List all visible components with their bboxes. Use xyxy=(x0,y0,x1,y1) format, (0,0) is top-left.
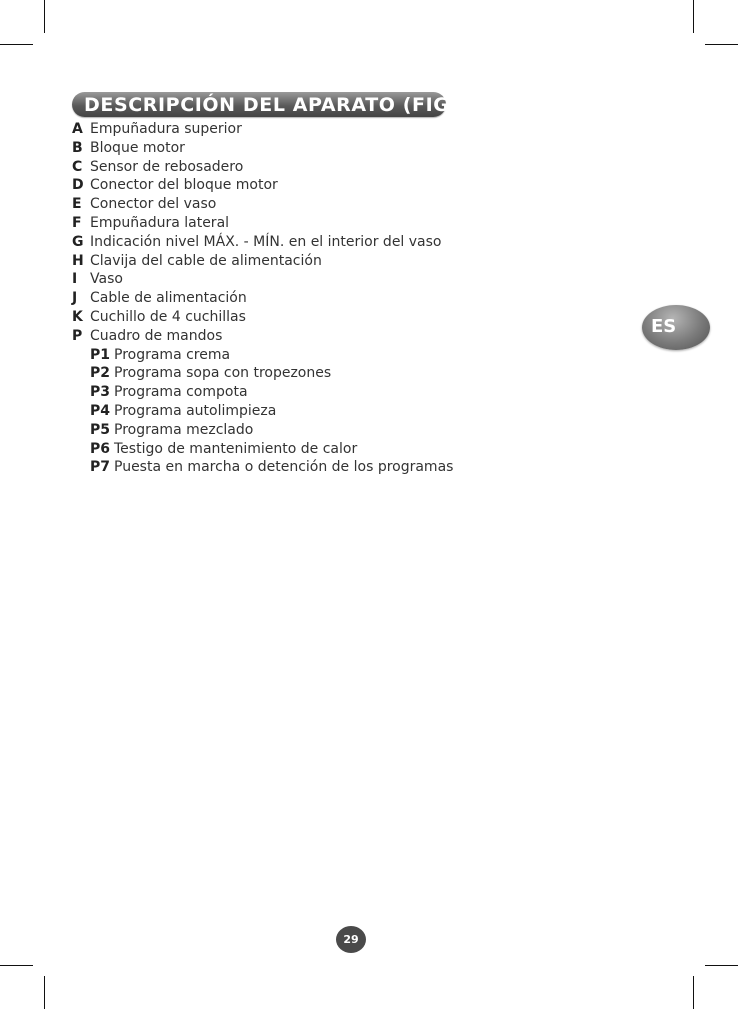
crop-mark xyxy=(0,44,33,45)
item-label: Cuchillo de 4 cuchillas xyxy=(90,308,246,325)
program-code: P3 xyxy=(90,384,111,401)
program-code: P2 xyxy=(90,365,111,382)
program-code: P5 xyxy=(90,421,111,438)
program-code: P7 xyxy=(90,459,111,476)
item-label: Sensor de rebosadero xyxy=(90,158,244,175)
section-title: DESCRIPCIÓN DEL APARATO (FIG 1) xyxy=(84,94,480,116)
item-letter: P xyxy=(72,327,83,344)
item-label: Indicación nivel MÁX. - MÍN. en el interior del vaso xyxy=(90,233,442,250)
crop-mark xyxy=(693,0,694,33)
item-letter: F xyxy=(72,214,82,231)
program-code: P1 xyxy=(90,346,111,363)
page-number: 29 xyxy=(343,933,359,946)
item-letter: G xyxy=(72,233,84,250)
crop-mark xyxy=(0,965,33,966)
item-letter: J xyxy=(72,290,78,307)
program-label: Puesta en marcha o detención de los programas xyxy=(114,459,454,476)
program-label: Programa mezclado xyxy=(114,421,254,438)
item-label: Bloque motor xyxy=(90,139,185,156)
item-label: Vaso xyxy=(90,271,123,288)
program-code: P6 xyxy=(90,440,111,457)
crop-mark xyxy=(44,976,45,1009)
program-label: Programa sopa con tropezones xyxy=(114,365,332,382)
item-label: Empuñadura lateral xyxy=(90,214,230,231)
program-label: Programa compota xyxy=(114,384,248,401)
program-label: Programa crema xyxy=(114,346,231,363)
item-letter: I xyxy=(72,271,78,288)
item-letter: K xyxy=(72,308,83,325)
crop-mark xyxy=(44,0,45,33)
program-label: Programa autolimpieza xyxy=(114,402,277,419)
item-letter: E xyxy=(72,196,82,213)
program-code: P4 xyxy=(90,402,111,419)
item-label: Cable de alimentación xyxy=(90,290,247,307)
item-letter: A xyxy=(72,121,83,137)
item-label: Conector del vaso xyxy=(90,196,217,213)
item-label: Cuadro de mandos xyxy=(90,327,223,344)
program-label: Testigo de mantenimiento de calor xyxy=(114,440,358,457)
crop-mark xyxy=(705,44,738,45)
item-letter: B xyxy=(72,139,83,156)
item-letter: C xyxy=(72,158,83,175)
item-label: Conector del bloque motor xyxy=(90,177,278,194)
language-label: ES xyxy=(651,316,677,337)
crop-mark xyxy=(705,965,738,966)
item-label: Clavija del cable de alimentación xyxy=(90,252,322,269)
crop-mark xyxy=(693,976,694,1009)
item-letter: H xyxy=(72,252,84,269)
item-label: Empuñadura superior xyxy=(90,121,242,137)
item-letter: D xyxy=(72,177,84,194)
